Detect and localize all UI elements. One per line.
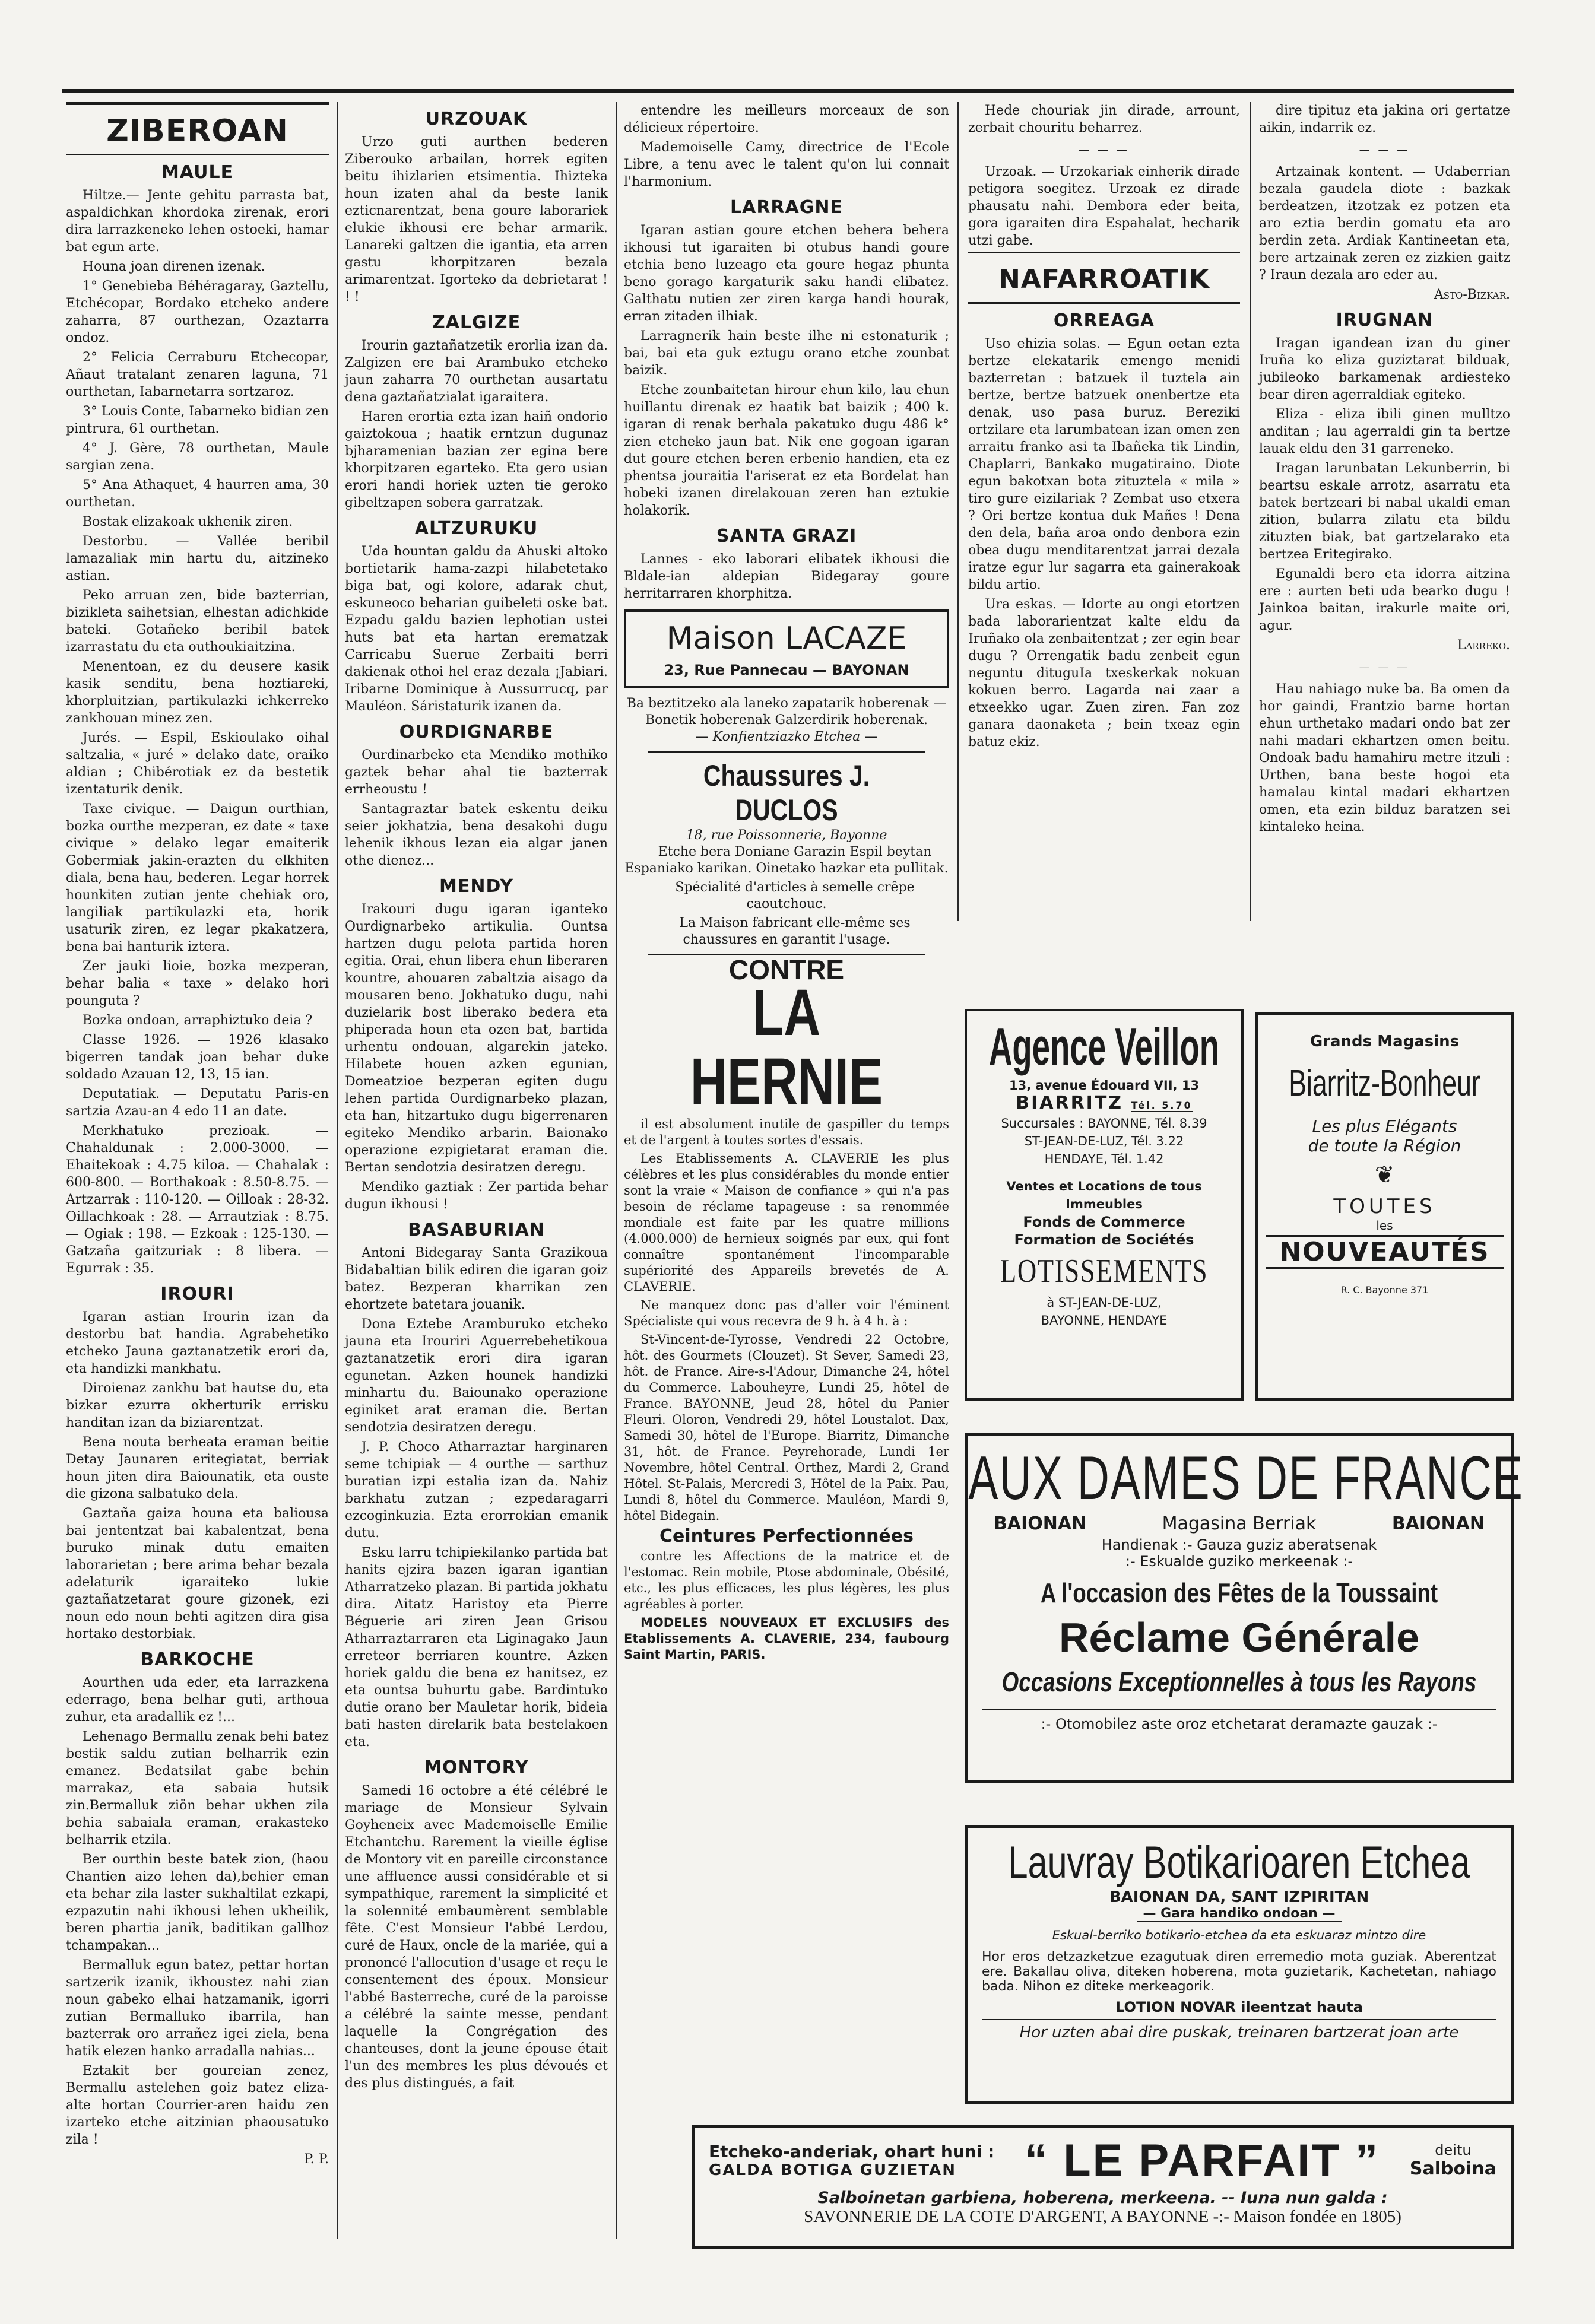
heading-maule: MAULE bbox=[161, 162, 234, 183]
ad-le-parfait bbox=[692, 2125, 1514, 2249]
column-divider bbox=[616, 102, 617, 2239]
ad-text: les bbox=[1376, 1218, 1393, 1233]
divider bbox=[648, 751, 925, 753]
paragraph: Peko arruan zen, bide bazterrian, bizikleta saihetsian, elhestan adichkide bateki. Gotañeko beribil batek izarrastatu du eta outhoukiaitzina. bbox=[66, 588, 329, 655]
signature: Asto-Bizkar. bbox=[1434, 287, 1510, 302]
ad-phone: Tél. 5.70 bbox=[1131, 1100, 1193, 1111]
paragraph: dire tipituz eta jakina ori gertatze aikin, indarrik ez. bbox=[1259, 103, 1510, 135]
paragraph: Zer jauki lioie, bozka mezperan, behar balia « taxe » delako hori pounguta ? bbox=[66, 959, 329, 1008]
ad-text: ST-JEAN-DE-LUZ, Tél. 3.22 bbox=[1024, 1134, 1184, 1148]
ad-contre-la-hernie bbox=[624, 954, 949, 1663]
ad-text: Salboina bbox=[1409, 2158, 1496, 2179]
ad-text: Etche bera Doniane Garazin Espil beytan Espaniako karikan. Oinetako hazkar eta pullitak. bbox=[624, 844, 949, 876]
ad-text: Handienak :- Gauza guziz aberatsenak bbox=[1101, 1536, 1377, 1553]
ad-title: Chaussures J. DUCLOS bbox=[703, 759, 870, 827]
ad-occasions: Occasions Exceptionnelles à tous les Rayons bbox=[1001, 1666, 1477, 1697]
ad-store-type: Magasina Berriak bbox=[1162, 1513, 1317, 1534]
ad-left-group bbox=[709, 2142, 994, 2179]
heading-barkoche: BARKOCHE bbox=[140, 1649, 255, 1670]
flower-ornament-icon: ❦ bbox=[1374, 1161, 1395, 1189]
ad-aux-dames-de-france bbox=[965, 1433, 1524, 1783]
ad-title: Agence Veillon bbox=[988, 1017, 1220, 1076]
separator: — — — bbox=[1079, 144, 1130, 156]
signature: P. P. bbox=[304, 2152, 329, 2167]
ad-text: BAYONNE, HENDAYE bbox=[1041, 1313, 1168, 1328]
paragraph: Hiltze.— Jente gehitu parrasta bat, aspaldichkan khordoka zirenak, erori dira larrazkeneko lehen ostoeki, hamar bat egun arte. bbox=[66, 188, 329, 255]
ad-text: NOUVEAUTÉS bbox=[1266, 1235, 1504, 1269]
paragraph: Iragan igandean izan du giner Iruña ko eliza guziztarat bilduak, jubileoko barkamenak ardiesteko bear diren agerraldiak egiteko. bbox=[1259, 336, 1510, 402]
heading-irouri: IROURI bbox=[160, 1284, 234, 1304]
separator: — — — bbox=[1359, 661, 1410, 674]
paragraph: Irakouri dugu igaran iganteko Ourdignarbeko artikulia. Ountsa hartzen dugu pelota partida horen egitia. Orai, ehun libera ehun liberaren kountre, ahouaren zabaltzia aisago da mousaren beno. Jokhatuko dugu, nahi duzielarik bost liberako bedera eta phiperada houn eta ozen bat, bartida urhentu ondouan, algarekin jateko. Hilabete houen azken egunian, Domeatzioe bezperan egiten dugu lehen partida Ourdignarbeko plazan, eta han, hitzartuko dugu bigerrenaren egiteko Mendiko arbarin. Baionako operazione ezpigietarat eraman die. Bertan sendotzia desiratzen deregu. bbox=[345, 902, 608, 1175]
ad-text: Hor uzten abai dire puskak, treinaren bartzerat joan arte bbox=[982, 2019, 1496, 2042]
column-divider bbox=[337, 102, 338, 2239]
ad-address: 18, rue Poissonnerie, Bayonne bbox=[686, 828, 887, 843]
paragraph: Urzoak. — Urzokariak einherik dirade petigora soegitez. Urzoak ez dirade phausatu nahi. Dembora eder beita, gora igaraiten dira Espahalat, hecharik utzi gabe. bbox=[968, 164, 1240, 248]
ad-text: deitu bbox=[1435, 2142, 1472, 2158]
paragraph: Aourthen uda eder, eta larrazkena ederrago, bena belhar guti, arthoua zuhur, eta aradallik ez !... bbox=[66, 1675, 329, 1725]
paragraph: Egunaldi bero eta idorra aitzina ere : aurten beti uda bearko dugu ! Jainkoa baitan, irakurle maite ori, agur. bbox=[1259, 567, 1510, 633]
ad-text: La Maison fabricant elle-même ses chaussures en garantit l'usage. bbox=[679, 916, 911, 947]
ad-text: Formation de Sociétés bbox=[1014, 1231, 1194, 1248]
ad-text: Salboinetan garbiena, hoberena, merkeena. -- Iuna nun galda : bbox=[817, 2189, 1388, 2207]
paragraph: Ber ourthin beste batek zion, (haou Chantien aizo lehen da),behier eman eta behar zila laster sukhaltilat ezkapi, ezpazutin nahi ikhousi lehen ukheilik, beren phartia janik, baditikan gallhoz tchampakan... bbox=[66, 1852, 329, 1953]
ad-title-hernie: LA HERNIE bbox=[690, 976, 883, 1118]
ad-text: Succursales : BAYONNE, Tél. 8.39 bbox=[1001, 1116, 1207, 1131]
paragraph: Gaztaña gaiza houna eta baliousa bai jententzat bai kabalentzat, bena buruko minak dutu emaiten laborarietan ; bere arima behar bezala adelaturik igaraiteko lukie gaztañatzetarat goure gizonek, ezi noun edo noun behti agitzen dira gisa hortako destorbiak. bbox=[66, 1506, 329, 1642]
ad-text: Ba beztitzeko ala laneko zapatarik hoberenak — Bonetik hoberenak Galzerdirik hoberenak. bbox=[626, 696, 947, 728]
paragraph: Bermalluk egun batez, pettar hortan sartzerik izanik, ikhoustez nahi zian noun gabeko elhai hatzamanik, igorri zutian Bermalluko ibarrila, han bazterrak oro arrañez igei ziela, bena hatik elezen hanko arradalla nahias... bbox=[66, 1958, 329, 2059]
ad-text: Grands Magasins bbox=[1309, 1033, 1460, 1050]
heading-altzuruku: ALTZURUKU bbox=[414, 518, 538, 539]
ad-address: 13, avenue Édouard VII, 13 bbox=[1009, 1078, 1200, 1093]
paragraph: entendre les meilleurs morceaux de son délicieux répertoire. bbox=[624, 103, 949, 135]
ad-agence-veillon bbox=[965, 1009, 1244, 1401]
ad-text: :- Otomobilez aste oroz etchetarat deramazte gauzak :- bbox=[982, 1709, 1496, 1732]
paragraph: Houna joan direnen izenak. bbox=[83, 259, 265, 274]
column-2 bbox=[341, 102, 611, 2249]
paragraph: Antoni Bidegaray Santa Grazikoua Bidabaltian bilik ediren die igaran goiz batez. Bezperan kharrikan zen ehortzete batetara jouanik. bbox=[345, 1246, 608, 1312]
paragraph: Diroienaz zankhu bat hautse du, eta bizkar ezurra okherturik errisku handitan izan da biziarentzat. bbox=[66, 1381, 329, 1430]
paragraph: 3° Louis Conte, Iabarneko bidian zen pintrura, 61 ourthetan. bbox=[66, 404, 329, 436]
signature: Larreko. bbox=[1457, 638, 1510, 653]
ad-lotissements: LOTISSEMENTS bbox=[1000, 1253, 1209, 1290]
paragraph: Igaran astian goure etchen behera behera ikhousi tut igaraiten bi otubus handi goure etchia beno luzeago eta goure hegaz phunta beno gorago kargaturik saku handi elibatez. Galthatu nutien zer ziren karga handi hourak, erran zitaden ilhiak. bbox=[624, 223, 949, 324]
ad-text: :- Eskualde guziko merkeenak :- bbox=[1125, 1553, 1353, 1570]
paragraph: 4° J. Gère, 78 ourthetan, Maule sargian zena. bbox=[66, 441, 329, 473]
section-title-nafarroatik: NAFARROATIK bbox=[968, 252, 1240, 304]
ad-title: Lauvray Botikarioaren Etchea bbox=[1008, 1837, 1470, 1888]
ad-text: BAIONAN DA, SANT IZPIRITAN bbox=[1109, 1888, 1369, 1906]
column-1 bbox=[62, 102, 332, 2249]
paragraph: Hede chouriak jin dirade, arrount, zerbait chouritu beharrez. bbox=[968, 103, 1240, 135]
ad-maison-lacaze bbox=[624, 609, 949, 688]
ad-text: — Gara handiko ondoan — bbox=[1137, 1906, 1342, 1922]
ad-text: de toute la Région bbox=[1308, 1136, 1461, 1155]
ad-reclame: Réclame Générale bbox=[1058, 1614, 1420, 1661]
paragraph: Esku larru tchipiekilanko partida bat hanits ejzira bazen igaran igantian Atharratzeko plazan. Bi partida jokhatu dira. Aitatz Haristoy eta Pierre Béguerie ari ziren Jean Grisou Atharraztarraren eta Liginagako Jaun erreteor berriaren kountre. Azken horiek galdu die bena ez hanitsez, ez eta ountsa buhurtu gabe. Bardintuko dutie orano ber Mauletar horik, bideia bati hasten direlarik bata bestelakoen eta. bbox=[345, 1545, 608, 1750]
paragraph: Uso ehizia solas. — Egun oetan ezta bertze elekatarik emengo menidi bazterretan : batzuek il tuztela ain bertze, bertze batzuek onenbertze eta denak, uso pasa buruz. Bereziki ortzilare eta larumbatean izan omen zen arraitu franko asi ta Ibañeka tik Lindin, Chaplarri, Bankako mugatiraino. Diote egun bakotxan bota zituztela « mila » tiro gure eizilariak ? Zembat uso etxera ? Ori bertze kontua duk Mañes ! Dena den dela, baña aroa ondo denbora ezin obea dugu menditarentzat jarrai dezala iratze egur lur sagarra eta gainerakoak bildu artio. bbox=[968, 336, 1240, 592]
paragraph: Ourdinarbeko eta Mendiko mothiko gaztek behar ahal tie bazterrak errheoustu ! bbox=[345, 748, 608, 797]
ad-text: — Konfientziazko Etchea — bbox=[695, 729, 878, 744]
paragraph: 5° Ana Athaquet, 4 haurren ama, 30 ourthetan. bbox=[66, 478, 329, 510]
ad-text: contre les Affections de la matrice et de l'estomac. Rein mobile, Ptose abdominale, Obésité, etc., les plus efficaces, les plus légères, les plus agréables à porter. bbox=[624, 1549, 949, 1611]
ad-city-left: BAIONAN bbox=[994, 1513, 1087, 1534]
ad-text: Etcheko-anderiak, ohart huni : bbox=[709, 2142, 995, 2161]
paragraph: Taxe civique. — Daigun ourthian, bozka ourthe mezperan, ez date « taxe civique » delako legar emaiterik Gobermiak jakin-erazten du elkhiten diala, bena hau, bederen. Legar horrek hounkiten zutian jente chehiak oro, langiliak partikulazki eta, horik usaturik ziren, ez legar pkakatzera, bena bai hanturik iztera. bbox=[66, 802, 329, 954]
paragraph: Etche zounbaitetan hirour ehun kilo, lau ehun huillantu direnak ez haatik bat baizik ; 400 k. igaran di renak berhala pakatuko dugu 486 k° zien etcheko jaun bat. Nik ene gogoan igaran dut goure etchen beren erbenio handien, eta ez phentsa jouraitia l'ariserat ez eta Bordelat han hobeki izanen direlakouan zeren han eztukie holakorik. bbox=[624, 383, 949, 518]
ad-text: à ST-JEAN-DE-LUZ, bbox=[1047, 1296, 1162, 1310]
heading-ourdignarbe: OURDIGNARBE bbox=[399, 722, 554, 742]
ad-text: Ventes et Locations de tous Immeubles bbox=[1006, 1179, 1202, 1211]
ad-text: Eskual-berriko botikario-etchea da eta eskuaraz mintzo dire bbox=[1052, 1928, 1426, 1942]
ad-toussaint: A l'occasion des Fêtes de la Toussaint bbox=[1040, 1577, 1438, 1608]
paragraph: J. P. Choco Atharraztar harginaren seme tchipiak — 4 ourthe — sarthuz buratian izpi estalia izan da. Nahiz barkhatu zutzan ; ezpedaragarri ezcoginkuzia. Ezta erorrokian emanik dutu. bbox=[345, 1440, 608, 1541]
heading-larragne: LARRAGNE bbox=[730, 197, 843, 218]
ad-text: Les plus Elégants bbox=[1312, 1116, 1457, 1136]
paragraph: Irourin gaztañatzetik erorlia izan da. Zalgizen ere bai Arambuko etcheko jaun zaharra 70 ourthetan ausartatu dena gaztañatzialat igaraitera. bbox=[345, 338, 608, 405]
newspaper-page bbox=[62, 89, 1524, 2249]
ad-subtitle: Ceintures Perfectionnées bbox=[659, 1526, 914, 1547]
ad-row bbox=[709, 2135, 1496, 2186]
paragraph: Larragnerik hain beste ilhe ni estonaturik ; bai, bai eta guk eztugu orano etche zounbat baizik. bbox=[624, 329, 949, 378]
separator: — — — bbox=[1359, 144, 1410, 156]
ad-row bbox=[994, 1513, 1485, 1534]
paragraph: Dona Eztebe Aramburuko etcheko jauna eta Irouriri Aguerrebehetikoua gaztanatzetik erori dira igaran egunetan. Azken hounek handizki minhartu du. Baiounako operazione eginiket arat eraman die. Bertan sendotzia desiratzen deregu. bbox=[345, 1317, 608, 1435]
ad-title-contre: CONTRE bbox=[728, 954, 845, 985]
ad-city-name: BIARRITZ bbox=[1016, 1093, 1124, 1113]
paragraph: Urzo guti aurthen bederen Ziberouko arbailan, horrek egiten beitu ihizlarien etsimentia. Ihizteka houn izaten ahal da beste lanik ezticnarentzat, bena goure laborariek elukie ikhousi ere behar armarik. Lanareki galtzen die igantia, eta arren gastu khorpitzaren bezala arimarentzat. Igorteko da debrietarat ! ! ! bbox=[345, 135, 608, 304]
column-5 bbox=[1255, 102, 1514, 992]
paragraph: Classe 1926. — 1926 klasako bigerren tandak joan behar duke soldado Azauan 12, 13, 15 ian. bbox=[66, 1033, 329, 1082]
ad-title: AUX DAMES DE FRANCE bbox=[968, 1444, 1524, 1513]
heading-urzouak: URZOUAK bbox=[425, 109, 528, 129]
paragraph: Mendiko gaztiak : Zer partida behar dugun ikhousi ! bbox=[345, 1180, 608, 1212]
column-3 bbox=[620, 102, 953, 2249]
heading-montory: MONTORY bbox=[424, 1757, 529, 1778]
paragraph: Iragan larunbatan Lekunberrin, bi beartsu eskale arrotz, asarratu eta batek bertzeari bi nabal ukaldi eman zition, bularra zilatu eta bildu zituzten biak, bat gartzelarako eta bertzea Eritegirako. bbox=[1259, 461, 1510, 562]
ad-title: “ LE PARFAIT ” bbox=[1025, 2135, 1380, 2186]
ad-text: LOTION NOVAR ileentzat hauta bbox=[1115, 1999, 1363, 2015]
heading-zalgize: ZALGIZE bbox=[432, 312, 521, 333]
column-4 bbox=[965, 102, 1244, 992]
heading-mendy: MENDY bbox=[439, 876, 513, 897]
paragraph: Eliza - eliza ibili ginen mulltzo anditan ; lau agerraldi gin ta bertze lauak eldu den 31 garreneko. bbox=[1259, 407, 1510, 456]
paragraph: Deputatiak. — Deputatu Paris-en sartzia Azau-an 4 edo 11 an date. bbox=[66, 1087, 329, 1119]
ad-text: Hor eros detzazketzue ezagutuak diren erremedio mota guziak. Aberentzat ere. Bakallau oliva, diteken hoberena, mota guzietarik, Kachetetan, nahiago bada. Nihon ez diteke merkeagorik. bbox=[982, 1950, 1496, 1994]
paragraph: Hau nahiago nuke ba. Ba omen da hor gaindi, Frantzio barne hortan ehun urthetako madari ondo bat zer nahi madari ekhartzen omen beitu. Ondoak badu hamahiru metre itzuli : Urthen, bana beste hogoi eta hamalau kintal madari ekhartzen omen, eta ezin bilduz baratzen sei kintaleko heina. bbox=[1259, 682, 1510, 834]
ad-text: TOUTES bbox=[1333, 1195, 1436, 1218]
column-divider bbox=[957, 102, 959, 921]
paragraph: Lannes - eko laborari elibatek ikhousi die Bldale-ian aldepian Bidegaray goure herritarraren khorphitza. bbox=[624, 552, 949, 601]
paragraph: Ura eskas. — Idorte au ongi etortzen bada laborarientzat kalte eldu da Iruñako ola zenbaitentzat ; zer egin bear dugu ? Orrengatik badu zenbeit egun neguntu dituguIa txeskerkak nokuan kokuen berro. Lagarda nai zaar a etxeekko ugar. Zuen ziren. Fan zoz ganara daonaketa ; bein txeaz egin batuz ekiz. bbox=[968, 597, 1240, 750]
ad-text: GALDA BOTIGA GUZIETAN bbox=[709, 2161, 956, 2179]
ad-text: Ne manquez donc pas d'aller voir l'éminent Spécialiste qui vous recevra de 9 h. à 4 h. à : bbox=[624, 1298, 949, 1328]
ad-text: HENDAYE, Tél. 1.42 bbox=[1044, 1152, 1164, 1166]
paragraph: Samedi 16 octobre a été célébré le mariage de Monsieur Sylvain Goyheneix avec Mademoiselle Emilie Etchantchu. Rarement la vieille église de Montory vit en pareille circonstance une affluence aussi considérable et si sympathique, rarement la simplicité et la solennité embaumèrent semblable fête. C'est Monsieur l'abbé Lerdou, curé de Haux, oncle de la mariée, qui a prononcé l'allocution d'usage et reçu le consentement des époux. Monsieur l'abbé Basterreche, curé de la paroisse a célébré la sainte messe, pendant laquelle la Congrégation des chanteuses, dont la jeune épouse était l'un des membres les plus dévoués et des plus distingués, a fait bbox=[345, 1783, 608, 2091]
ad-text: MODELES NOUVEAUX ET EXCLUSIFS des Etablissements A. CLAVERIE, 234, faubourg Saint Martin, PARIS. bbox=[624, 1615, 949, 1662]
heading-basaburian: BASABURIAN bbox=[408, 1220, 545, 1240]
paragraph: Igaran astian Irourin izan da destorbu bat handia. Agrabehetiko etcheko Jauna gaztanatzetik erori da, eta handizki mankhatu. bbox=[66, 1310, 329, 1376]
ad-zapata bbox=[624, 696, 949, 745]
heading-santa-grazi: SANTA GRAZI bbox=[716, 526, 857, 547]
ad-city-right: BAIONAN bbox=[1391, 1513, 1485, 1534]
ad-right-group bbox=[1410, 2142, 1496, 2179]
paragraph: Haren erortia ezta izan haiñ ondorio gaiztokoua ; haatik erntzun dugunaz bjharamenian bazian zer egina bere khorpitzaren egarteko. Eta gero usian erori handi horiek uzten tie geroko gibeltzapen sobera garratzak. bbox=[345, 409, 608, 510]
heading-orreaga: ORREAGA bbox=[1053, 310, 1155, 331]
paragraph: Jurés. — Espil, Eskioulako oihal saltzalia, « juré » delako date, oraiko aldian ; Chibérotiak ez da bestetik izentaturik denik. bbox=[66, 731, 329, 797]
ad-text: SAVONNERIE DE LA COTE D'ARGENT, A BAYONNE -:- Maison fondée en 1805) bbox=[804, 2207, 1401, 2226]
paragraph: Merkhatuko prezioak. — Chahaldunak : 2.000-3000. — Ehaitekoak : 4.75 kiloa. — Chahalak : 600-800. — Borthakoak : 8.50-8.75. — Artzarrak : 110-120. — Oilloak : 28-32. Oillachkoak : 28. — Arrautziak : 8.75. — Ogiak : 198. — Ezkoak : 125-130. — Gatzaña gaitzuriak : 8 libera. — Egurrak : 35. bbox=[66, 1123, 329, 1276]
paragraph: Santagraztar batek eskentu deiku seier jokhatzia, bena desakohi dugu lehenik ikhous lezan eia algar janen othe dienez... bbox=[345, 802, 608, 868]
paragraph: Mademoiselle Camy, directrice de l'Ecole Libre, a tenu avec le talent qu'on lui connait l'harmonium. bbox=[624, 140, 949, 189]
ad-text: Les Etablissements A. CLAVERIE les plus célèbres et les plus considérables du monde entier sont la vraie « Maison de confiance » qui n'a pas besoin de réclame tapageuse : sa renommée mondiale est faite par les quatre millions (4.000.000) de hernieux soignés par eux, qui font connaître spontanément l'incomparable supériorité des Appareils brevetés de A. CLAVERIE. bbox=[624, 1151, 949, 1294]
ad-city bbox=[973, 1094, 1235, 1115]
ad-chaussures-duclos bbox=[624, 758, 949, 948]
ad-title: Biarritz-Bonheur bbox=[1289, 1063, 1480, 1104]
ad-text: Spécialité d'articles à semelle crêpe caoutchouc. bbox=[675, 880, 915, 912]
ad-text: R. C. Bayonne 371 bbox=[1340, 1284, 1429, 1296]
top-rule bbox=[62, 89, 1514, 93]
heading-irugnan: IRUGNAN bbox=[1336, 310, 1434, 331]
ad-address: 23, Rue Pannecau — BAYONAN bbox=[664, 662, 909, 678]
paragraph: Artzainak kontent. — Udaberrian bezala gaudela diote : bazkak berdeatzen, itzotzak ez potzen eta aro eztia berdin gomatu eta aro berdin zeta. Ardiak Kantineetan eta, bere artzainak zeren ez zizkien gaitz ? Iraun dezala aro eder au. bbox=[1259, 164, 1510, 282]
paragraph: Menentoan, ez du deusere kasik kasik senditu, bena hoztiareki, khorpluitzian, partikulazki ichkerreko zankhouan minez zen. bbox=[66, 659, 329, 726]
paragraph: 2° Felicia Cerraburu Etchecopar, Añaut tratalant zenaren laguna, 71 ourthetan, Iabarnetarra sortzaroz. bbox=[66, 350, 329, 399]
paragraph: 1° Genebieba Béhéragaray, Gaztellu, Etchécopar, Bordako etcheko andere zaharra, 87 ourthezan, Ozaztarra ondoz. bbox=[66, 279, 329, 345]
paragraph: Bena nouta berheata eraman beitie Detay Jaunaren eritegiatat, berriak houn jiten dira Baiounatik, eta ouste die gizona salbatuko dela. bbox=[66, 1435, 329, 1501]
paragraph: Destorbu. — Vallée beribil lamazaliak min hartu du, aitzineko astian. bbox=[66, 534, 329, 583]
paragraph: Bostak elizakoak ukhenik ziren. bbox=[83, 515, 293, 529]
paragraph: Bozka ondoan, arraphiztuko deia ? bbox=[83, 1013, 313, 1028]
ad-title: Maison LACAZE bbox=[666, 621, 907, 656]
ad-biarritz-bonheur bbox=[1255, 1012, 1514, 1401]
section-title-ziberoan: ZIBEROAN bbox=[66, 102, 329, 155]
ad-text: il est absolument inutile de gaspiller du temps et de l'argent à toutes sortes d'essais. bbox=[624, 1117, 949, 1147]
column-divider bbox=[1250, 102, 1251, 921]
paragraph: Lehenago Bermallu zenak behi batez bestik saldu zutian belharrik ezin emanez. Bedatsilat gabe behin marrakaz, eta sabaia hutsik zin.Bermalluk ziön behar ukhen zila behia sabaiala eraman, erakasteko belharrik etzila. bbox=[66, 1729, 329, 1847]
ad-lauvray-botika bbox=[965, 1825, 1514, 2104]
ad-text: Fonds de Commerce bbox=[1023, 1214, 1185, 1230]
ad-schedule: St-Vincent-de-Tyrosse, Vendredi 22 Octobre, hôt. des Gourmets (Clouzet). St Sever, Samedi 23, hôt. de France. Aire-s-l'Adour, Dimanche 24, hôtel du Commerce. Labouheyre, Lundi 25, hôtel de France. BAYONNE, Jeud 28, hôtel du Panier Fleuri. Oloron, Vendredi 29, hôtel Loustalot. Dax, Samedi 30, hôtel de l'Europe. Biarritz, Dimanche 31, hôt. de France. Peyrehorade, Lundi 1er Novembre, hôtel Central. Orthez, Mardi 2, Grand Hôtel. St-Palais, Mercredi 3, Hôtel de la Paix. Pau, Lundi 8, hôtel du Commerce. Mauléon, Mardi 9, hôtel Bidegain. bbox=[624, 1332, 949, 1523]
paragraph: Eztakit ber goureian zenez, Bermallu astelehen goiz batez eliza-alte hortan Courrier-aren haidu zen izarteko etche aitzinian phaousatuko zila ! bbox=[66, 2063, 329, 2147]
paragraph: Uda hountan galdu da Ahuski altoko bortietarik hama-zazpi hilabetetako biga bat, ogi kolore, adarak chut, eskuneoco beharian guibeleti oske bat. Ezpadu galdu bazien lephotian ustei huts bat eta hartan erematzak Carricabu Suerue Zerbaiti berri dakienak othoi hel eraz dezala ¡Jabiari. Iribarne Dominique à Aussurrucq, par Mauléon. Sáristaturik izanen da. bbox=[345, 544, 608, 714]
